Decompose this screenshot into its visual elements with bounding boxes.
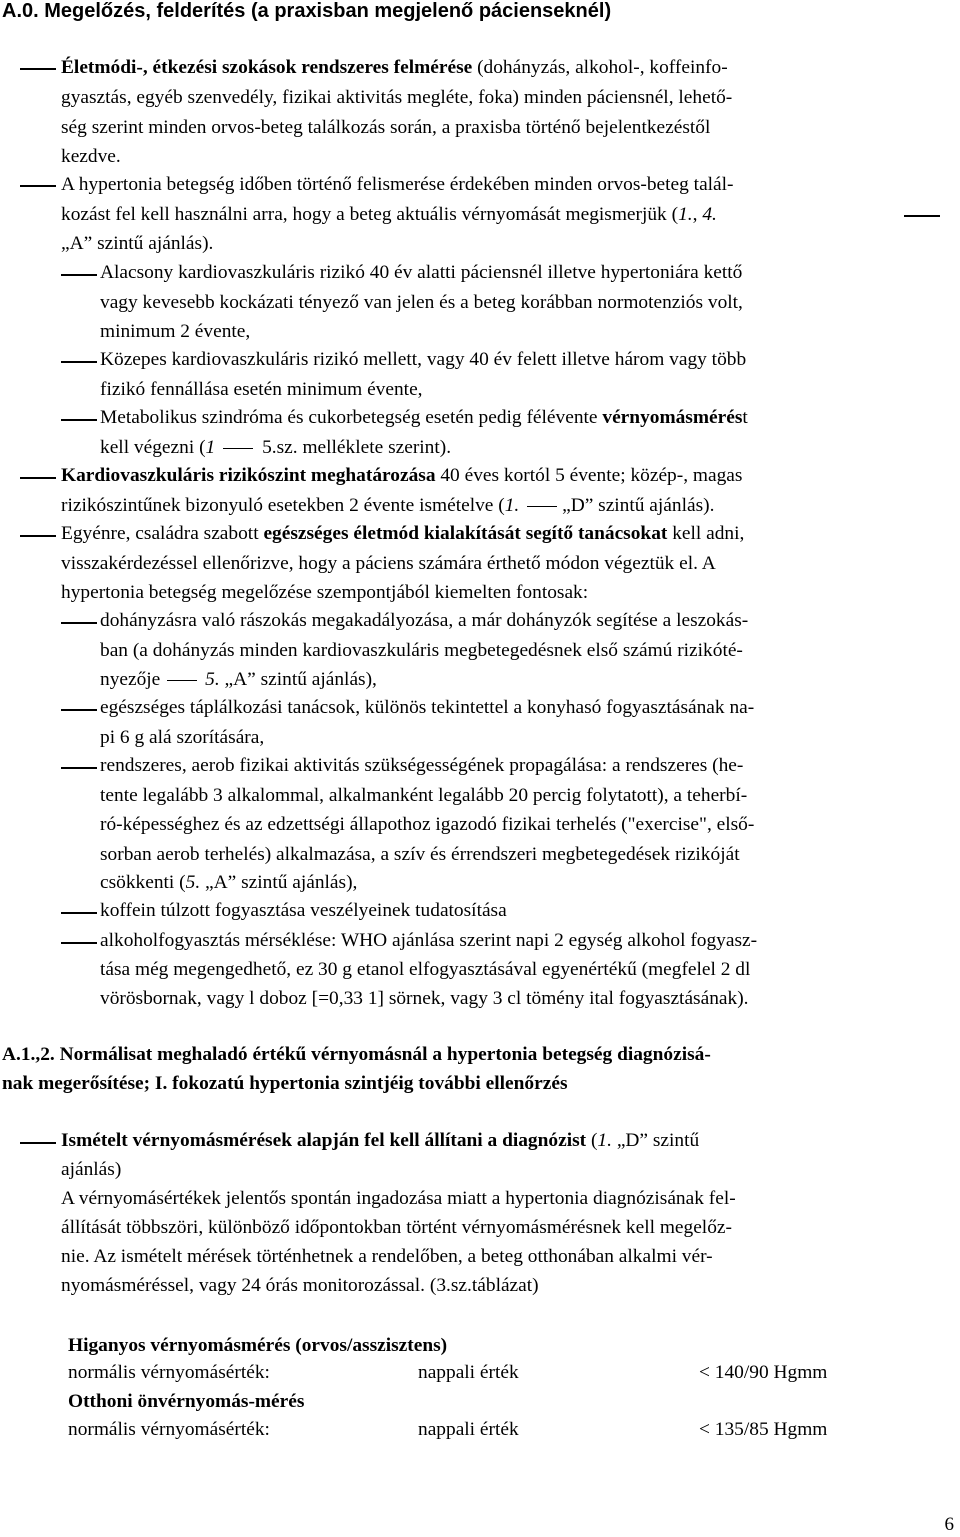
section-heading-a12-cont: nak megerősítése; I. fokozatú hypertonia szintjéig további ellenőrzés: [2, 1073, 568, 1094]
dash-mark: [904, 215, 940, 217]
text-line: [100, 434, 451, 462]
bold-phrase: Ismételt vérnyomásmérések alapján fel kell állítani a diagnózist: [61, 1130, 587, 1151]
text-line: nyomásméréssel, vagy 24 órás monitorozással. (3.sz.táblázat): [61, 1275, 539, 1296]
text-line: sorban aerob terhelés) alkalmazása, a szív és érrendszeri megbetegedések rizikóját: [100, 844, 740, 865]
text-span: „D” szintű: [611, 1130, 700, 1151]
text-span: kell végezni (: [100, 437, 206, 458]
text-span: (: [586, 1130, 598, 1151]
dash-bullet: [61, 912, 97, 914]
text-line: [100, 869, 357, 897]
text-line: [61, 1127, 699, 1155]
text-line: [61, 201, 717, 229]
text-span: rizikószintűnek bizonyuló esetekben 2 évente ismételve (: [61, 495, 505, 516]
text-span: 5.sz. melléklete szerint).: [257, 437, 452, 458]
dash-bullet: [61, 942, 97, 944]
text-line: „A” szintű ajánlás).: [61, 233, 214, 254]
text-line: ség szerint minden orvos-beteg találkozás során, a praxisba történő bejelentkezéstől: [61, 117, 711, 138]
reference: 4.: [702, 204, 717, 225]
text-line: tása még megengedhető, ez 30 g etanol elfogyasztásával egyenértékű (megfelel 2 dl: [100, 959, 751, 980]
text-line: egészséges táplálkozási tanácsok, különös tekintettel a konyhasó fogyasztásának na-: [100, 697, 755, 718]
text-line: gyasztás, egyéb szenvedély, fizikai aktivitás megléte, foka) minden páciensnél, lehető-: [61, 87, 733, 108]
text-line: [61, 492, 714, 520]
text-line: [100, 404, 748, 432]
reference: 1: [205, 437, 216, 458]
table-cell: normális vérnyomásérték:: [68, 1362, 270, 1383]
text-line: állítását többszöri, különböző időpontokban történt vérnyomásmérésnek kell megelőz-: [61, 1217, 732, 1238]
dash-bullet: [61, 622, 97, 624]
text-line: [61, 520, 744, 548]
dash-bullet: [61, 709, 97, 711]
table-cell: nappali érték: [418, 1362, 519, 1383]
dash-bullet: [61, 274, 97, 276]
dash-inline: [167, 680, 197, 682]
text-span: t: [742, 407, 748, 428]
text-span: Metabolikus szindróma és cukorbetegség esetén pedig félévente: [100, 407, 603, 428]
text-line: A vérnyomásértékek jelentős spontán ingadozása miatt a hypertonia diagnózisának fel-: [61, 1188, 736, 1209]
dash-bullet: [20, 477, 56, 479]
text-line: vörösbornak, vagy l doboz [=0,33 1] sörnek, vagy 3 cl tömény ital fogyasztásának).: [100, 988, 749, 1009]
text-line: nie. Az ismételt mérések történhetnek a rendelőben, a beteg otthonában alkalmi vér-: [61, 1246, 713, 1267]
reference: 1.: [678, 204, 693, 225]
reference: 5.: [205, 669, 220, 690]
text-line: dohányzásra való rászokás megakadályozása, a már dohányzók segítése a leszokás-: [100, 610, 749, 631]
section-heading-a0: A.0. Megelőzés, felderítés (a praxisban megjelenő pácienseknél): [2, 0, 612, 22]
text-span: kell adni,: [667, 523, 745, 544]
dash-bullet: [61, 361, 97, 363]
text-line: rendszeres, aerob fizikai aktivitás szükségességének propagálása: a rendszeres (he-: [100, 755, 744, 776]
dash-inline: [527, 506, 557, 508]
text-span: (dohányzás, alkohol-, koffeinfo-: [472, 57, 728, 78]
text-line: [61, 462, 742, 490]
text-span: nyezője: [100, 669, 166, 690]
text-line: minimum 2 évente,: [100, 321, 251, 342]
reference: 1.: [597, 1130, 612, 1151]
text-line: fizikó fennállása esetén minimum évente,: [100, 379, 423, 400]
text-line: A hypertonia betegség időben történő felismerése érdekében minden orvos-beteg talál-: [61, 174, 734, 195]
reference: 5.: [185, 872, 201, 893]
table-heading: Otthoni önvérnyomás-mérés: [68, 1391, 305, 1412]
text-span: csökkenti (: [100, 872, 186, 893]
text-span: Egyénre, családra szabott: [61, 523, 264, 544]
dash-inline: [223, 448, 253, 450]
text-span: ,: [692, 204, 703, 225]
reference: 1.: [504, 495, 520, 516]
table-cell: < 140/90 Hgmm: [699, 1362, 828, 1383]
text-line: Közepes kardiovaszkuláris rizikó mellett, vagy 40 év felett illetve három vagy több: [100, 349, 747, 370]
text-line: hypertonia betegség megelőzése szempontjából kiemelten fontosak:: [61, 582, 589, 603]
text-line: vagy kevesebb kockázati tényező van jelen és a beteg korábban normotenziós volt,: [100, 292, 743, 313]
text-line: pi 6 g alá szorítására,: [100, 727, 265, 748]
bold-phrase: Életmódi-, étkezési szokások rendszeres felmérése: [61, 57, 473, 78]
dash-bullet: [61, 419, 97, 421]
text-line: [61, 54, 728, 82]
dash-bullet: [20, 185, 56, 187]
dash-bullet: [20, 68, 56, 70]
dash-bullet: [20, 535, 56, 537]
text-line: koffein túlzott fogyasztása veszélyeinek tudatosítása: [100, 900, 507, 921]
dash-bullet: [20, 1142, 56, 1144]
page-number: 6: [944, 1514, 954, 1535]
dash-bullet: [61, 767, 97, 769]
text-line: visszakérdezéssel ellenőrizve, hogy a páciens számára érthető módon végeztük el. A: [61, 553, 716, 574]
text-span: „A” szintű ajánlás),: [200, 872, 358, 893]
table-cell: nappali érték: [418, 1419, 519, 1440]
text-line: [100, 666, 377, 694]
section-heading-a12: A.1.,2. Normálisat meghaladó értékű vérnyomásnál a hypertonia betegség diagnózisá-: [2, 1044, 711, 1065]
text-line: ró-képességhez és az edzettségi állapothoz igazodó fizikai terhelés ("exercise", első-: [100, 814, 755, 835]
bold-phrase: Kardiovaszkuláris rizikószint meghatározása: [61, 465, 436, 486]
text-line: ban (a dohányzás minden kardiovaszkuláris megbetegedésnek első számú rizikóté-: [100, 640, 743, 661]
text-line: ajánlás): [61, 1159, 122, 1180]
text-span: „A” szintű ajánlás),: [219, 669, 377, 690]
text-span: 40 éves kortól 5 évente; közép-, magas: [435, 465, 743, 486]
text-line: kezdve.: [61, 146, 121, 167]
text-span: kozást fel kell használni arra, hogy a beteg aktuális vérnyomását megismerjük (: [61, 204, 679, 225]
table-heading: Higanyos vérnyomásmérés (orvos/asszisztens): [68, 1335, 448, 1356]
table-cell: < 135/85 Hgmm: [699, 1419, 828, 1440]
text-span: „D” szintű ajánlás).: [557, 495, 715, 516]
text-line: alkoholfogyasztás mérséklése: WHO ajánlása szerint napi 2 egység alkohol fogyasz-: [100, 930, 758, 951]
table-cell: normális vérnyomásérték:: [68, 1419, 270, 1440]
text-line: Alacsony kardiovaszkuláris rizikó 40 év alatti páciensnél illetve hypertoniára kettő: [100, 262, 743, 283]
bold-phrase: vérnyomásmérés: [602, 407, 743, 428]
text-line: tente legalább 3 alkalommal, alkalmanként legalább 20 percig folytatott), a teherbí-: [100, 785, 748, 806]
bold-phrase: egészséges életmód kialakítását segítő tanácsokat: [263, 523, 668, 544]
